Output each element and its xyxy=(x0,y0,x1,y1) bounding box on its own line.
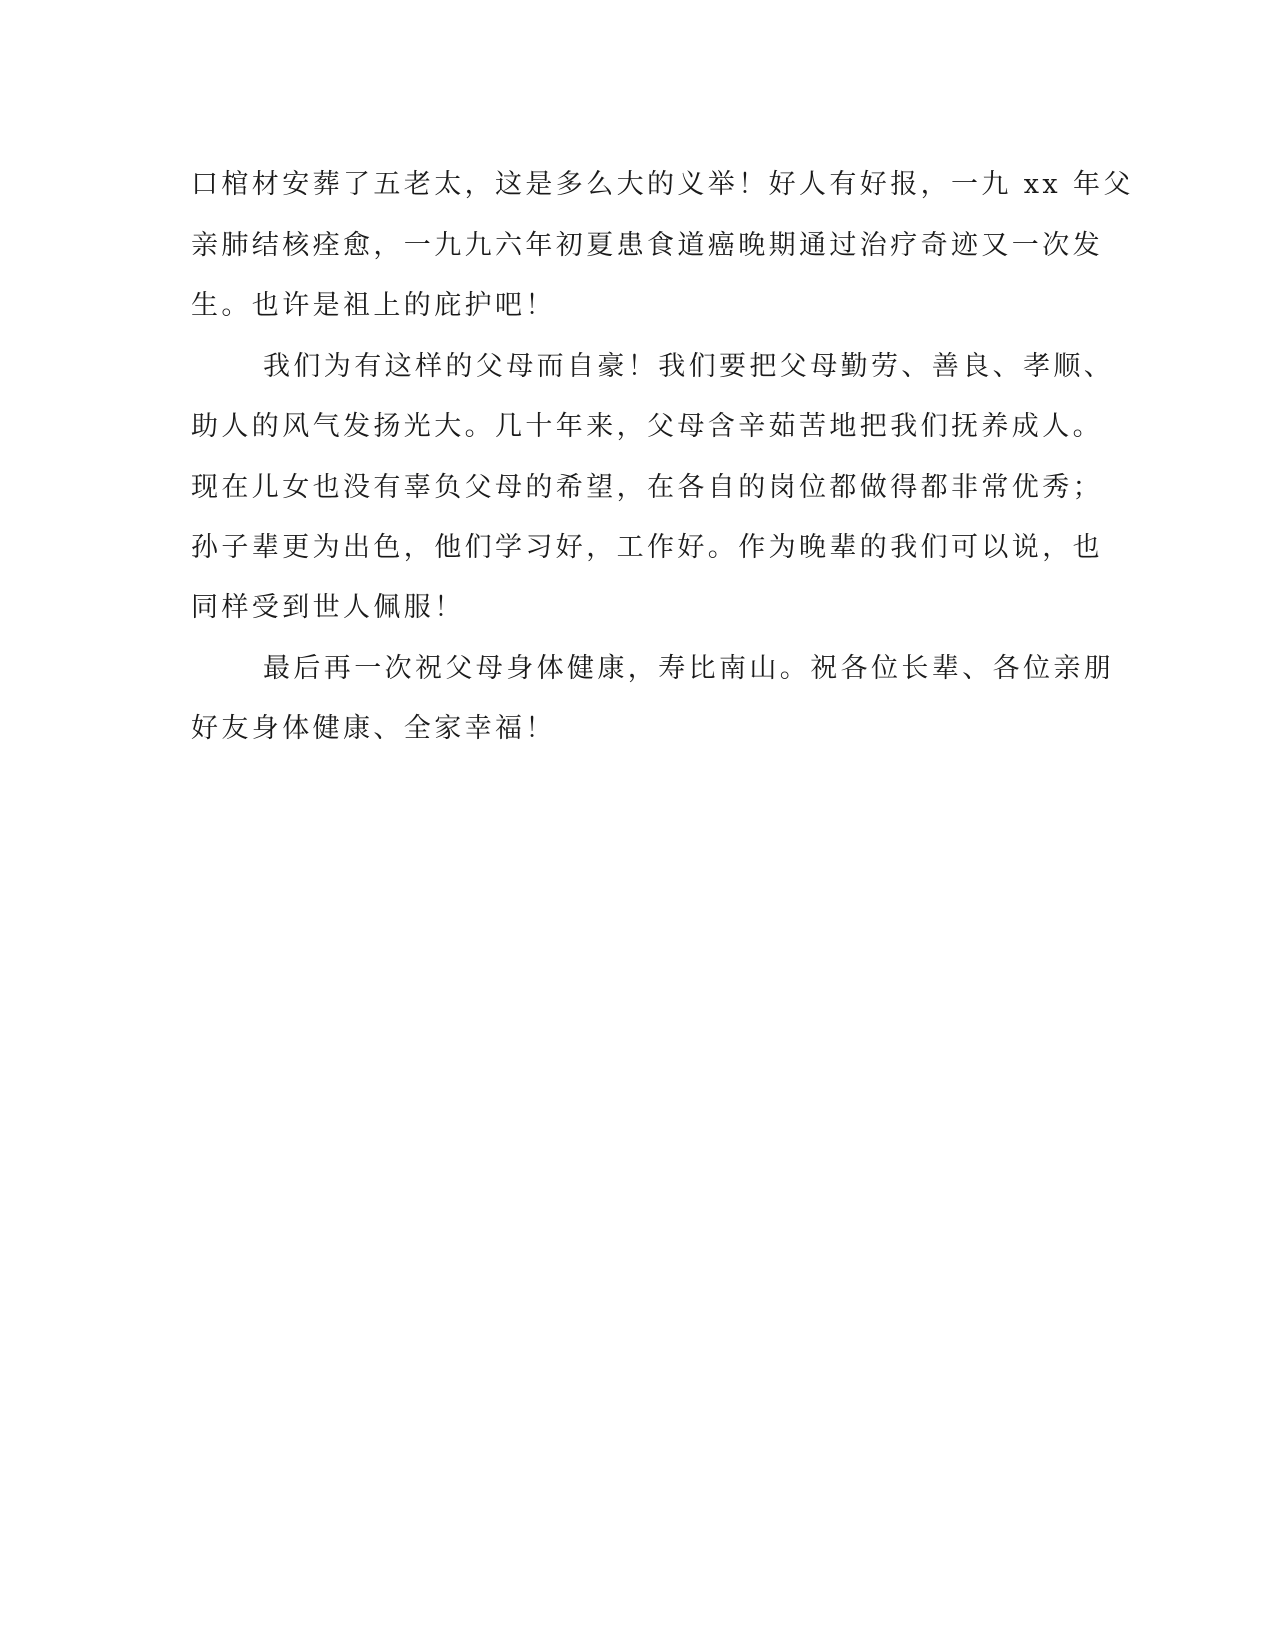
paragraph-3-line-1: 最后再一次祝父母身体健康，寿比南山。祝各位长辈、各位亲朋 xyxy=(263,653,1115,684)
paragraph-3-line-2: 好友身体健康、全家幸福！ xyxy=(191,713,556,744)
paragraph-2-line-5: 同样受到世人佩服！ xyxy=(191,592,465,623)
paragraph-2-line-4: 孙子辈更为出色，他们学习好，工作好。作为晚辈的我们可以说，也 xyxy=(191,532,1103,563)
paragraph-1-line-1: 口棺材安葬了五老太，这是多么大的义举！好人有好报，一九 xx 年父 xyxy=(191,169,1134,200)
paragraph-1-line-2: 亲肺结核痊愈，一九九六年初夏患食道癌晚期通过治疗奇迹又一次发 xyxy=(191,230,1103,261)
paragraph-2-line-1: 我们为有这样的父母而自豪！我们要把父母勤劳、善良、孝顺、 xyxy=(263,351,1115,382)
paragraph-1-line-3: 生。也许是祖上的庇护吧！ xyxy=(191,290,556,321)
paragraph-2-line-2: 助人的风气发扬光大。几十年来，父母含辛茹苦地把我们抚养成人。 xyxy=(191,411,1103,442)
paragraph-2-line-3: 现在儿女也没有辜负父母的希望，在各自的岗位都做得都非常优秀； xyxy=(191,472,1103,503)
